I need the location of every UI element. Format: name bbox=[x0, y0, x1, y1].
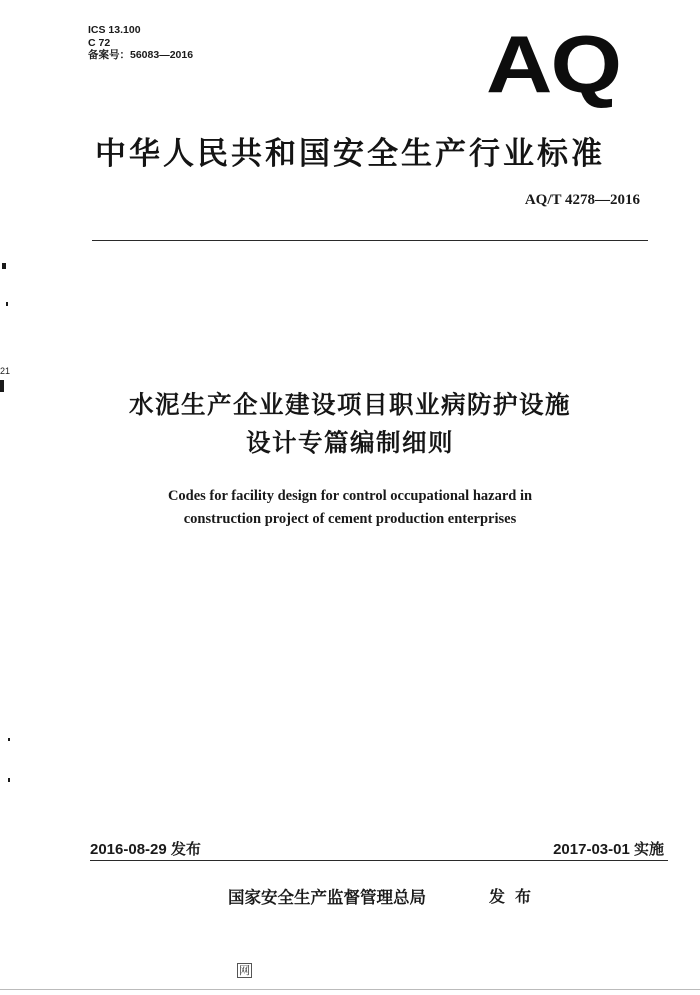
standard-title: 中华人民共和国安全生产行业标准 bbox=[95, 136, 605, 172]
header-meta bbox=[88, 24, 193, 62]
publish-label: 发布 bbox=[489, 887, 542, 906]
page-bottom-line bbox=[0, 989, 700, 990]
scan-speck bbox=[6, 302, 8, 306]
document-title-en-line1: Codes for facility design for control occupational hazard in bbox=[167, 488, 533, 504]
edge-fragment-text: 21 bbox=[0, 366, 11, 376]
aq-logo: AQ bbox=[486, 19, 620, 110]
ics-code: ICS 13.100 bbox=[88, 24, 141, 36]
scan-speck bbox=[8, 778, 10, 782]
scan-speck bbox=[8, 738, 10, 741]
scan-speck bbox=[0, 380, 4, 392]
scan-speck bbox=[2, 263, 6, 269]
classification-code: C 72 bbox=[88, 36, 111, 49]
footer-watermark: 网 bbox=[239, 964, 250, 977]
header-divider bbox=[92, 240, 648, 241]
footer-divider bbox=[90, 860, 668, 861]
document-title-en-line2: construction project of cement production enterprises bbox=[183, 511, 517, 527]
standard-code: AQ/T 4278—2016 bbox=[524, 192, 640, 208]
issue-date: 2016-08-29 发布 bbox=[90, 841, 201, 858]
document-title-cn-line1: 水泥生产企业建设项目职业病防护设施 bbox=[129, 390, 571, 419]
publisher-name: 国家安全生产监督管理总局 bbox=[228, 888, 426, 907]
document-title-cn-line2: 设计专篇编制细则 bbox=[246, 428, 454, 457]
filing-number: 备案号：56083—2016 bbox=[88, 49, 194, 61]
effective-date: 2017-03-01 实施 bbox=[553, 841, 664, 858]
